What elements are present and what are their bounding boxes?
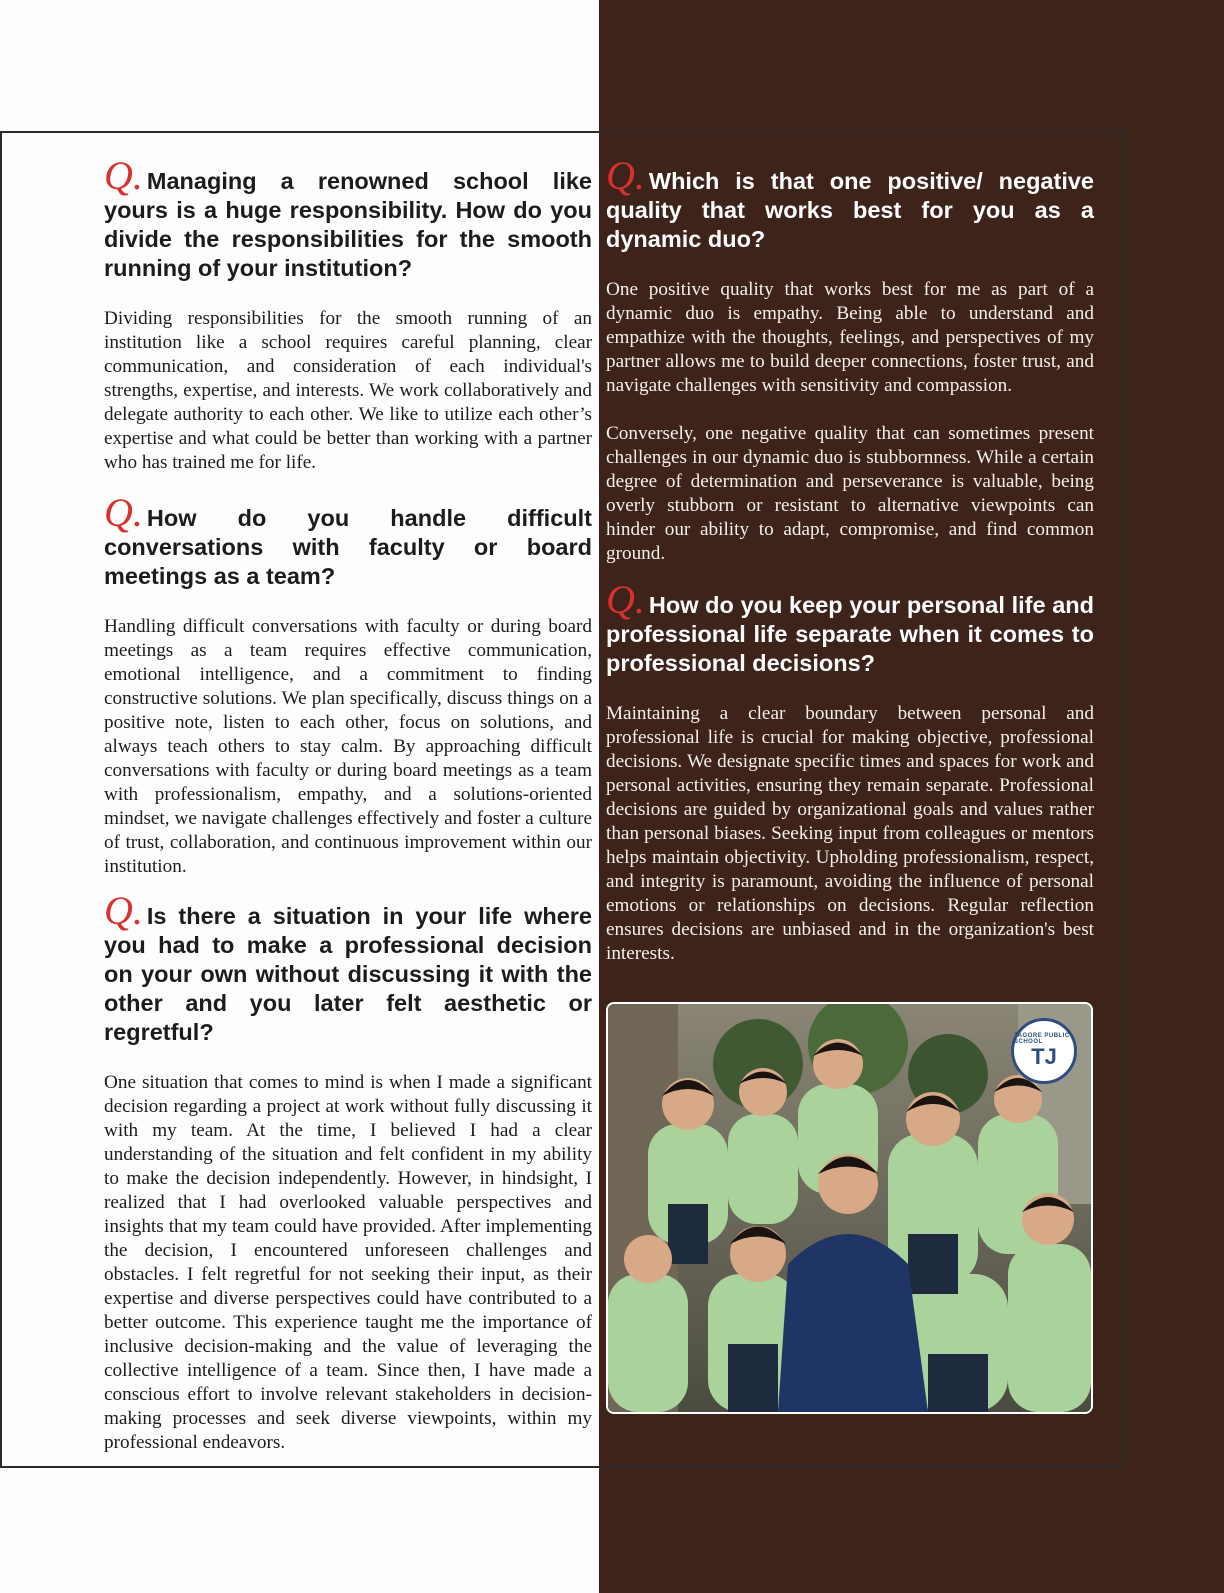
q-marker: Q. <box>606 577 645 622</box>
question-1: Q. Managing a renowned school like yours is a huge responsibility. How do you divide the responsibilities for the smooth running of your institution? <box>104 153 592 281</box>
q-marker: Q. <box>104 153 143 198</box>
question-5: Q. How do you keep your personal life and professional life separate when it comes to professional decisions? <box>606 577 1094 676</box>
question-2: Q. How do you handle difficult conversations with faculty or board meetings as a team? <box>104 490 592 589</box>
question-4: Q. Which is that one positive/ negative quality that works best for you as a dynamic duo? <box>606 153 1094 252</box>
question-3: Q. Is there a situation in your life where you had to make a professional decision on your own without discussing it with the other and you later felt aesthetic or regretful? <box>104 888 592 1045</box>
left-column <box>104 153 592 1455</box>
answer-3: One situation that comes to mind is when I made a significant decision regarding a project at work without fully discussing it with my team. At the time, I believed I had a clear understanding of the situation and felt confident in my ability to make the decision independently. However, in hindsight, I realized that I had overlooked valuable perspectives and insights that my team could have provided. After implementing the decision, I encountered unforeseen challenges and obstacles. I felt regretful for not seeking their input, as their expertise and diverse perspectives could have contributed to a better outcome. This experience taught me the importance of inclusive decision-making and the value of leveraging the collective intelligence of a team. Since then, I have made a conscious effort to involve relevant stakeholders in decision-making processes and seek diverse viewpoints, within my professional endeavors. <box>104 1072 592 1453</box>
school-logo: TAGORE PUBLIC SCHOOL TJ <box>1011 1018 1077 1084</box>
answer-2: Handling difficult conversations with faculty or during board meetings as a team requires effective communication, emotional intelligence, and a commitment to finding constructive solutions. We plan specifically, discuss things on a positive note, listen to each other, focus on solutions, and always teach others to stay calm. By approaching difficult conversations with faculty or during board meetings as a team with professionalism, empathy, and a solutions-oriented mindset, we navigate challenges effectively and foster a culture of trust, collaboration, and continuous improvement within our institution. <box>104 616 592 877</box>
right-column <box>606 153 1094 1414</box>
q-marker: Q. <box>104 490 143 535</box>
answer-4b: Conversely, one negative quality that can sometimes present challenges in our dynamic duo is stubbornness. While a certain degree of determination and perseverance is valuable, being overly stubborn or resistant to alternative viewpoints can hinder our ability to adapt, compromise, and find common ground. <box>606 423 1094 564</box>
q-marker: Q. <box>104 888 143 933</box>
school-photo <box>606 1002 1093 1414</box>
q-marker: Q. <box>606 153 645 198</box>
answer-4a: One positive quality that works best for me as part of a dynamic duo is empathy. Being able to understand and empathize with the thoughts, feelings, and perspectives of my partner allows me to build deeper connections, foster trust, and navigate challenges with sensitivity and compassion. <box>606 279 1094 396</box>
answer-5: Maintaining a clear boundary between personal and professional life is crucial for making objective, professional decisions. We designate specific times and spaces for work and personal activities, ensuring they remain separate. Professional decisions are guided by organizational goals and values rather than personal biases. Seeking input from colleagues or mentors helps maintain objectivity. Upholding professionalism, respect, and integrity is paramount, avoiding the influence of personal emotions or relationships on decisions. Regular reflection ensures decisions are unbiased and in the organization's best interests. <box>606 703 1094 964</box>
answer-1: Dividing responsibilities for the smooth running of an institution like a school requires careful planning, clear communication, and consideration of each individual's strengths, expertise, and interests. We work collaboratively and delegate authority to each other. We like to utilize each other’s expertise and what could be better than working with a partner who has trained me for life. <box>104 308 592 473</box>
